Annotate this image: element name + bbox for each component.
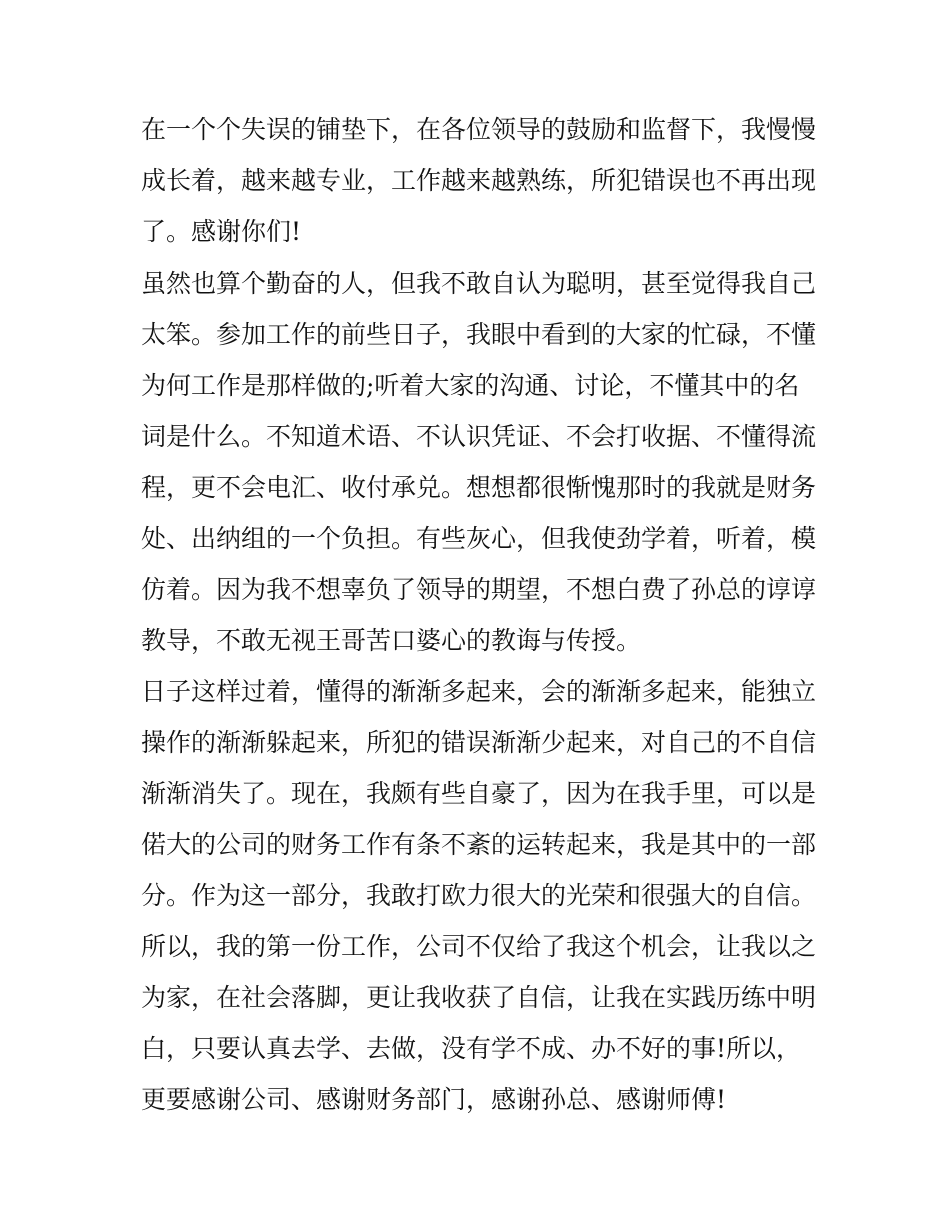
text-line-17: 所以，我的第一份工作，公司不仅给了我这个机会，让我以之	[141, 932, 817, 961]
text-line-18: 为家，在社会落脚，更让我收获了自信，让我在实践历练中明	[141, 983, 817, 1012]
text-line-1: 在一个个失误的铺垫下，在各位领导的鼓励和监督下，我慢慢	[141, 115, 817, 144]
text-line-2: 成长着，越来越专业，工作越来越熟练，所犯错误也不再出现	[141, 166, 817, 195]
text-line-14: 渐渐消失了。现在，我颇有些自豪了，因为在我手里，可以是	[141, 779, 817, 808]
text-line-6: 为何工作是那样做的;听着大家的沟通、讨论，不懂其中的名	[141, 371, 800, 400]
text-line-12: 日子这样过着，懂得的渐渐多起来，会的渐渐多起来，能独立	[141, 677, 817, 706]
text-line-9: 处、出纳组的一个负担。有些灰心，但我使劲学着，听着，模	[141, 524, 817, 553]
text-line-19: 白，只要认真去学、去做，没有学不成、办不好的事!所以，	[141, 1034, 802, 1063]
text-line-4: 虽然也算个勤奋的人，但我不敢自认为聪明，甚至觉得我自己	[141, 269, 817, 298]
text-line-20: 更要感谢公司、感谢财务部门，感谢孙总、感谢师傅!	[141, 1085, 727, 1114]
text-line-8: 程，更不会电汇、收付承兑。想想都很惭愧那时的我就是财务	[141, 473, 817, 502]
text-line-10: 仿着。因为我不想辜负了领导的期望，不想白费了孙总的谆谆	[141, 575, 817, 604]
text-line-15: 偌大的公司的财务工作有条不紊的运转起来，我是其中的一部	[141, 830, 817, 859]
text-line-3: 了。感谢你们!	[141, 217, 302, 246]
text-line-13: 操作的渐渐躲起来，所犯的错误渐渐少起来，对自己的不自信	[141, 728, 817, 757]
text-line-7: 词是什么。不知道术语、不认识凭证、不会打收据、不懂得流	[141, 422, 817, 451]
text-line-16: 分。作为这一部分，我敢打欧力很大的光荣和很强大的自信。	[141, 881, 817, 910]
text-line-11: 教导，不敢无视王哥苦口婆心的教诲与传授。	[141, 626, 642, 655]
text-line-5: 太笨。参加工作的前些日子，我眼中看到的大家的忙碌，不懂	[141, 320, 817, 349]
